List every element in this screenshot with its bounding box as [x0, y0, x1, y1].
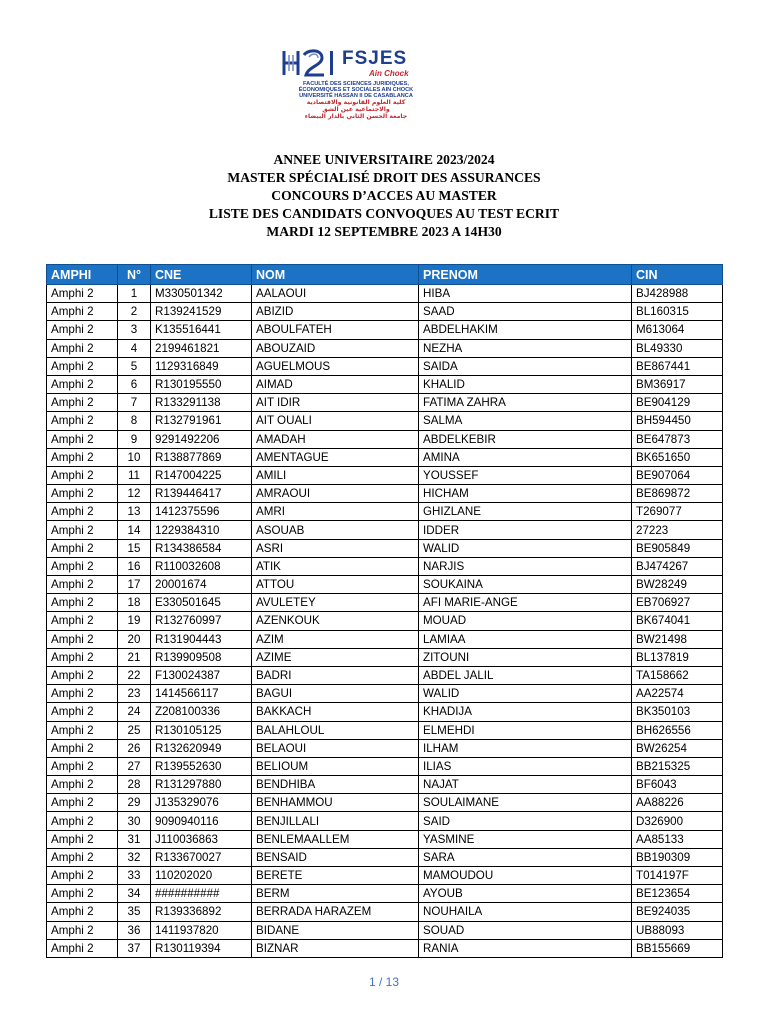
cell-number: 28 [118, 776, 151, 794]
cell-prenom: YOUSSEF [419, 466, 632, 484]
cell-number: 30 [118, 812, 151, 830]
cell-prenom: SOULAIMANE [419, 794, 632, 812]
column-header-number: N° [118, 265, 151, 285]
cell-number: 14 [118, 521, 151, 539]
cell-nom: BERETE [252, 867, 419, 885]
cell-prenom: NAJAT [419, 776, 632, 794]
cell-cin: BK674041 [632, 612, 723, 630]
cell-cne: K135516441 [151, 321, 252, 339]
cell-number: 21 [118, 648, 151, 666]
cell-cne: R132620949 [151, 739, 252, 757]
cell-cne: R139446417 [151, 485, 252, 503]
table-row [47, 303, 723, 321]
cell-nom: ASOUAB [252, 521, 419, 539]
table-row [47, 503, 723, 521]
cell-nom: ATTOU [252, 576, 419, 594]
table-row [47, 776, 723, 794]
table-row [47, 485, 723, 503]
cell-amphi: Amphi 2 [47, 703, 118, 721]
cell-number: 20 [118, 630, 151, 648]
cell-nom: ABIZID [252, 303, 419, 321]
cell-prenom: MAMOUDOU [419, 867, 632, 885]
cell-number: 15 [118, 539, 151, 557]
cell-nom: AZENKOUK [252, 612, 419, 630]
cell-cne: R139552630 [151, 757, 252, 775]
cell-amphi: Amphi 2 [47, 885, 118, 903]
cell-nom: AZIME [252, 648, 419, 666]
cell-cin: TA158662 [632, 666, 723, 684]
cell-prenom: WALID [419, 685, 632, 703]
cell-nom: BENLEMAALLEM [252, 830, 419, 848]
cell-nom: AMILI [252, 466, 419, 484]
column-header-cin: CIN [632, 265, 723, 285]
cell-number: 12 [118, 485, 151, 503]
cell-prenom: MOUAD [419, 612, 632, 630]
cell-number: 32 [118, 848, 151, 866]
cell-cne: 1414566117 [151, 685, 252, 703]
cell-nom: ABOUZAID [252, 339, 419, 357]
cell-prenom: SALMA [419, 412, 632, 430]
cell-amphi: Amphi 2 [47, 812, 118, 830]
cell-prenom: SOUKAINA [419, 576, 632, 594]
cell-number: 8 [118, 412, 151, 430]
cell-cne: R133291138 [151, 394, 252, 412]
document-header [0, 151, 768, 241]
cell-nom: AIMAD [252, 375, 419, 393]
cell-nom: ASRI [252, 539, 419, 557]
cell-prenom: SOUAD [419, 921, 632, 939]
cell-prenom: IDDER [419, 521, 632, 539]
cell-prenom: ZITOUNI [419, 648, 632, 666]
cell-nom: BIZNAR [252, 939, 419, 957]
cell-prenom: FATIMA ZAHRA [419, 394, 632, 412]
cell-cin: BB155669 [632, 939, 723, 957]
cell-number: 1 [118, 285, 151, 303]
cell-cne: R138877869 [151, 448, 252, 466]
cell-nom: AVULETEY [252, 594, 419, 612]
table-row [47, 939, 723, 957]
logo-ar-line: كلية العلوم القانونية والاقتصادية [306, 99, 406, 106]
cell-cne: R139241529 [151, 303, 252, 321]
table-row [47, 721, 723, 739]
cell-cin: BH594450 [632, 412, 723, 430]
table-row [47, 412, 723, 430]
cell-number: 22 [118, 666, 151, 684]
table-row [47, 921, 723, 939]
cell-amphi: Amphi 2 [47, 339, 118, 357]
cell-cin: BE647873 [632, 430, 723, 448]
cell-amphi: Amphi 2 [47, 612, 118, 630]
column-header-cne: CNE [151, 265, 252, 285]
list-title: LISTE DES CANDIDATS CONVOQUES AU TEST ECRIT [208, 206, 560, 221]
cell-cin: AA88226 [632, 794, 723, 812]
cell-cne: 1412375596 [151, 503, 252, 521]
cell-amphi: Amphi 2 [47, 521, 118, 539]
cell-cne: 1129316849 [151, 357, 252, 375]
logo-ar-line: جامعة الحسن الثاني بالدار البيضاء [304, 113, 408, 120]
cell-amphi: Amphi 2 [47, 848, 118, 866]
table-row [47, 666, 723, 684]
cell-prenom: ABDELKEBIR [419, 430, 632, 448]
cell-number: 36 [118, 921, 151, 939]
cell-cin: BE867441 [632, 357, 723, 375]
table-row [47, 794, 723, 812]
logo-fr-line: ÉCONOMIQUES ET SOCIALES AIN CHOCK [298, 87, 414, 94]
cell-cin: BB215325 [632, 757, 723, 775]
cell-cne: 1411937820 [151, 921, 252, 939]
column-header-amphi: AMPHI [47, 265, 118, 285]
table-row [47, 466, 723, 484]
cell-nom: BAGUI [252, 685, 419, 703]
cell-amphi: Amphi 2 [47, 794, 118, 812]
cell-nom: AMENTAGUE [252, 448, 419, 466]
exam-date: MARDI 12 SEPTEMBRE 2023 A 14H30 [266, 224, 502, 239]
cell-cin: BE905849 [632, 539, 723, 557]
cell-cne: R139909508 [151, 648, 252, 666]
cell-cne: R139336892 [151, 903, 252, 921]
cell-nom: AMRI [252, 503, 419, 521]
table-row [47, 830, 723, 848]
cell-cne: 9090940116 [151, 812, 252, 830]
table-row [47, 357, 723, 375]
table-row [47, 848, 723, 866]
cell-cin: BB190309 [632, 848, 723, 866]
cell-number: 5 [118, 357, 151, 375]
cell-number: 23 [118, 685, 151, 703]
cell-cin: BH626556 [632, 721, 723, 739]
cell-cin: EB706927 [632, 594, 723, 612]
logo-arabic-text [272, 99, 440, 120]
table-row [47, 594, 723, 612]
cell-cne: R132760997 [151, 612, 252, 630]
table-row [47, 557, 723, 575]
cell-nom: BALAHLOUL [252, 721, 419, 739]
cell-cin: BE907064 [632, 466, 723, 484]
table-row [47, 703, 723, 721]
cell-number: 26 [118, 739, 151, 757]
cell-amphi: Amphi 2 [47, 394, 118, 412]
cell-nom: BERM [252, 885, 419, 903]
cell-number: 7 [118, 394, 151, 412]
table-row [47, 321, 723, 339]
cell-amphi: Amphi 2 [47, 321, 118, 339]
cell-number: 25 [118, 721, 151, 739]
cell-cin: BJ474267 [632, 557, 723, 575]
cell-amphi: Amphi 2 [47, 776, 118, 794]
cell-prenom: SAID [419, 812, 632, 830]
cell-number: 24 [118, 703, 151, 721]
cell-amphi: Amphi 2 [47, 485, 118, 503]
cell-number: 37 [118, 939, 151, 957]
logo-ar-line: والاجتماعية عين الشق [322, 106, 390, 113]
table-row [47, 539, 723, 557]
cell-cne: R131297880 [151, 776, 252, 794]
cell-prenom: ILHAM [419, 739, 632, 757]
cell-prenom: LAMIAA [419, 630, 632, 648]
cell-cne: 9291492206 [151, 430, 252, 448]
cell-number: 18 [118, 594, 151, 612]
cell-number: 34 [118, 885, 151, 903]
table-row [47, 885, 723, 903]
table-row [47, 812, 723, 830]
cell-nom: BENJILLALI [252, 812, 419, 830]
cell-amphi: Amphi 2 [47, 448, 118, 466]
cell-nom: BELIOUM [252, 757, 419, 775]
cell-amphi: Amphi 2 [47, 375, 118, 393]
table-row [47, 867, 723, 885]
cell-cin: BK651650 [632, 448, 723, 466]
cell-cin: BL49330 [632, 339, 723, 357]
cell-cne: R134386584 [151, 539, 252, 557]
cell-cin: BE869872 [632, 485, 723, 503]
cell-nom: ABOULFATEH [252, 321, 419, 339]
cell-number: 10 [118, 448, 151, 466]
cell-number: 13 [118, 503, 151, 521]
cell-number: 29 [118, 794, 151, 812]
cell-nom: BENHAMMOU [252, 794, 419, 812]
table-row [47, 903, 723, 921]
cell-amphi: Amphi 2 [47, 503, 118, 521]
cell-cin: T269077 [632, 503, 723, 521]
logo-subtitle: Ain Chock [369, 69, 409, 78]
cell-cne: R130105125 [151, 721, 252, 739]
cell-amphi: Amphi 2 [47, 903, 118, 921]
cell-amphi: Amphi 2 [47, 594, 118, 612]
cell-cin: BM36917 [632, 375, 723, 393]
cell-nom: AALAOUI [252, 285, 419, 303]
table-row [47, 394, 723, 412]
logo-fr-line: FACULTÉ DES SCIENCES JURIDIQUES, [303, 81, 409, 87]
cell-nom: BELAOUI [252, 739, 419, 757]
cell-cne: E330501645 [151, 594, 252, 612]
cell-cne: 2199461821 [151, 339, 252, 357]
cell-number: 2 [118, 303, 151, 321]
cell-cin: BJ428988 [632, 285, 723, 303]
cell-cin: BW21498 [632, 630, 723, 648]
cell-amphi: Amphi 2 [47, 648, 118, 666]
cell-prenom: ELMEHDI [419, 721, 632, 739]
table-row [47, 285, 723, 303]
cell-amphi: Amphi 2 [47, 357, 118, 375]
cell-number: 4 [118, 339, 151, 357]
cell-prenom: YASMINE [419, 830, 632, 848]
cell-amphi: Amphi 2 [47, 830, 118, 848]
cell-amphi: Amphi 2 [47, 630, 118, 648]
cell-nom: AGUELMOUS [252, 357, 419, 375]
cell-prenom: AMINA [419, 448, 632, 466]
candidates-table [46, 264, 723, 958]
cell-cin: T014197F [632, 867, 723, 885]
cell-cin: D326900 [632, 812, 723, 830]
cell-nom: AIT IDIR [252, 394, 419, 412]
cell-amphi: Amphi 2 [47, 939, 118, 957]
cell-prenom: NEZHA [419, 339, 632, 357]
cell-amphi: Amphi 2 [47, 757, 118, 775]
table-row [47, 521, 723, 539]
logo-fr-line: UNIVERSITÉ HASSAN II DE CASABLANCA [299, 93, 413, 100]
cell-cne: 1229384310 [151, 521, 252, 539]
cell-prenom: AFI MARIE-ANGE [419, 594, 632, 612]
cell-nom: AZIM [252, 630, 419, 648]
cell-cne: R133670027 [151, 848, 252, 866]
cell-cne: R110032608 [151, 557, 252, 575]
faculty-logo [272, 46, 440, 122]
cell-cne: 20001674 [151, 576, 252, 594]
cell-cne: J135329076 [151, 794, 252, 812]
cell-number: 11 [118, 466, 151, 484]
cell-nom: BENSAID [252, 848, 419, 866]
table-body [47, 285, 723, 958]
cell-amphi: Amphi 2 [47, 412, 118, 430]
cell-nom: BIDANE [252, 921, 419, 939]
cell-prenom: GHIZLANE [419, 503, 632, 521]
cell-cin: BE123654 [632, 885, 723, 903]
cell-prenom: SARA [419, 848, 632, 866]
table-row [47, 757, 723, 775]
cell-number: 16 [118, 557, 151, 575]
table-row [47, 576, 723, 594]
logo-brand: FSJES [342, 48, 408, 69]
cell-cin: UB88093 [632, 921, 723, 939]
cell-prenom: WALID [419, 539, 632, 557]
table-header-row [47, 265, 723, 285]
academic-year: ANNEE UNIVERSITAIRE 2023/2024 [273, 152, 495, 167]
table-row [47, 648, 723, 666]
cell-number: 31 [118, 830, 151, 848]
cell-cne: R147004225 [151, 466, 252, 484]
cell-amphi: Amphi 2 [47, 285, 118, 303]
cell-number: 3 [118, 321, 151, 339]
page-number: 1 / 13 [368, 975, 400, 989]
table-row [47, 339, 723, 357]
cell-prenom: RANIA [419, 939, 632, 957]
cell-nom: BAKKACH [252, 703, 419, 721]
cell-nom: BENDHIBA [252, 776, 419, 794]
column-header-nom: NOM [252, 265, 419, 285]
cell-amphi: Amphi 2 [47, 721, 118, 739]
cell-amphi: Amphi 2 [47, 539, 118, 557]
cell-cin: M613064 [632, 321, 723, 339]
exam-title: CONCOURS D’ACCES AU MASTER [271, 188, 497, 203]
cell-prenom: HIBA [419, 285, 632, 303]
table-row [47, 685, 723, 703]
cell-amphi: Amphi 2 [47, 576, 118, 594]
cell-prenom: SAIDA [419, 357, 632, 375]
cell-cin: BK350103 [632, 703, 723, 721]
cell-amphi: Amphi 2 [47, 666, 118, 684]
cell-number: 9 [118, 430, 151, 448]
table-row [47, 612, 723, 630]
cell-amphi: Amphi 2 [47, 739, 118, 757]
cell-cin: BE904129 [632, 394, 723, 412]
cell-cne: R131904443 [151, 630, 252, 648]
cell-amphi: Amphi 2 [47, 466, 118, 484]
cell-cne: R130195550 [151, 375, 252, 393]
cell-amphi: Amphi 2 [47, 303, 118, 321]
cell-prenom: AYOUB [419, 885, 632, 903]
cell-cin: AA22574 [632, 685, 723, 703]
cell-nom: BADRI [252, 666, 419, 684]
cell-prenom: ILIAS [419, 757, 632, 775]
cell-cne: F130024387 [151, 666, 252, 684]
cell-number: 6 [118, 375, 151, 393]
cell-cin: BL160315 [632, 303, 723, 321]
cell-number: 35 [118, 903, 151, 921]
table-row [47, 375, 723, 393]
cell-cne: R130119394 [151, 939, 252, 957]
cell-number: 17 [118, 576, 151, 594]
cell-cne: M330501342 [151, 285, 252, 303]
cell-prenom: NOUHAILA [419, 903, 632, 921]
cell-prenom: KHALID [419, 375, 632, 393]
logo-french-text [272, 81, 440, 100]
cell-amphi: Amphi 2 [47, 430, 118, 448]
cell-cin: BF6043 [632, 776, 723, 794]
cell-prenom: ABDELHAKIM [419, 321, 632, 339]
cell-cin: BW26254 [632, 739, 723, 757]
master-title: MASTER SPÉCIALISÉ DROIT DES ASSURANCES [227, 170, 541, 185]
cell-nom: AIT OUALI [252, 412, 419, 430]
fsjes-emblem-icon [280, 49, 336, 79]
cell-nom: BERRADA HARAZEM [252, 903, 419, 921]
cell-cne: 110202020 [151, 867, 252, 885]
cell-prenom: HICHAM [419, 485, 632, 503]
cell-cin: BL137819 [632, 648, 723, 666]
cell-prenom: KHADIJA [419, 703, 632, 721]
cell-cin: BW28249 [632, 576, 723, 594]
cell-amphi: Amphi 2 [47, 685, 118, 703]
cell-cin: BE924035 [632, 903, 723, 921]
cell-cne: Z208100336 [151, 703, 252, 721]
table-row [47, 739, 723, 757]
table-row [47, 630, 723, 648]
cell-number: 33 [118, 867, 151, 885]
cell-cne: R132791961 [151, 412, 252, 430]
cell-cne: J110036863 [151, 830, 252, 848]
table-row [47, 430, 723, 448]
table-row [47, 448, 723, 466]
cell-amphi: Amphi 2 [47, 557, 118, 575]
cell-nom: ATIK [252, 557, 419, 575]
cell-number: 27 [118, 757, 151, 775]
cell-cin: 27223 [632, 521, 723, 539]
cell-nom: AMRAOUI [252, 485, 419, 503]
column-header-prenom: PRENOM [419, 265, 632, 285]
cell-cne: ########## [151, 885, 252, 903]
cell-prenom: SAAD [419, 303, 632, 321]
cell-amphi: Amphi 2 [47, 921, 118, 939]
cell-amphi: Amphi 2 [47, 867, 118, 885]
cell-number: 19 [118, 612, 151, 630]
cell-cin: AA85133 [632, 830, 723, 848]
cell-prenom: ABDEL JALIL [419, 666, 632, 684]
cell-nom: AMADAH [252, 430, 419, 448]
cell-prenom: NARJIS [419, 557, 632, 575]
